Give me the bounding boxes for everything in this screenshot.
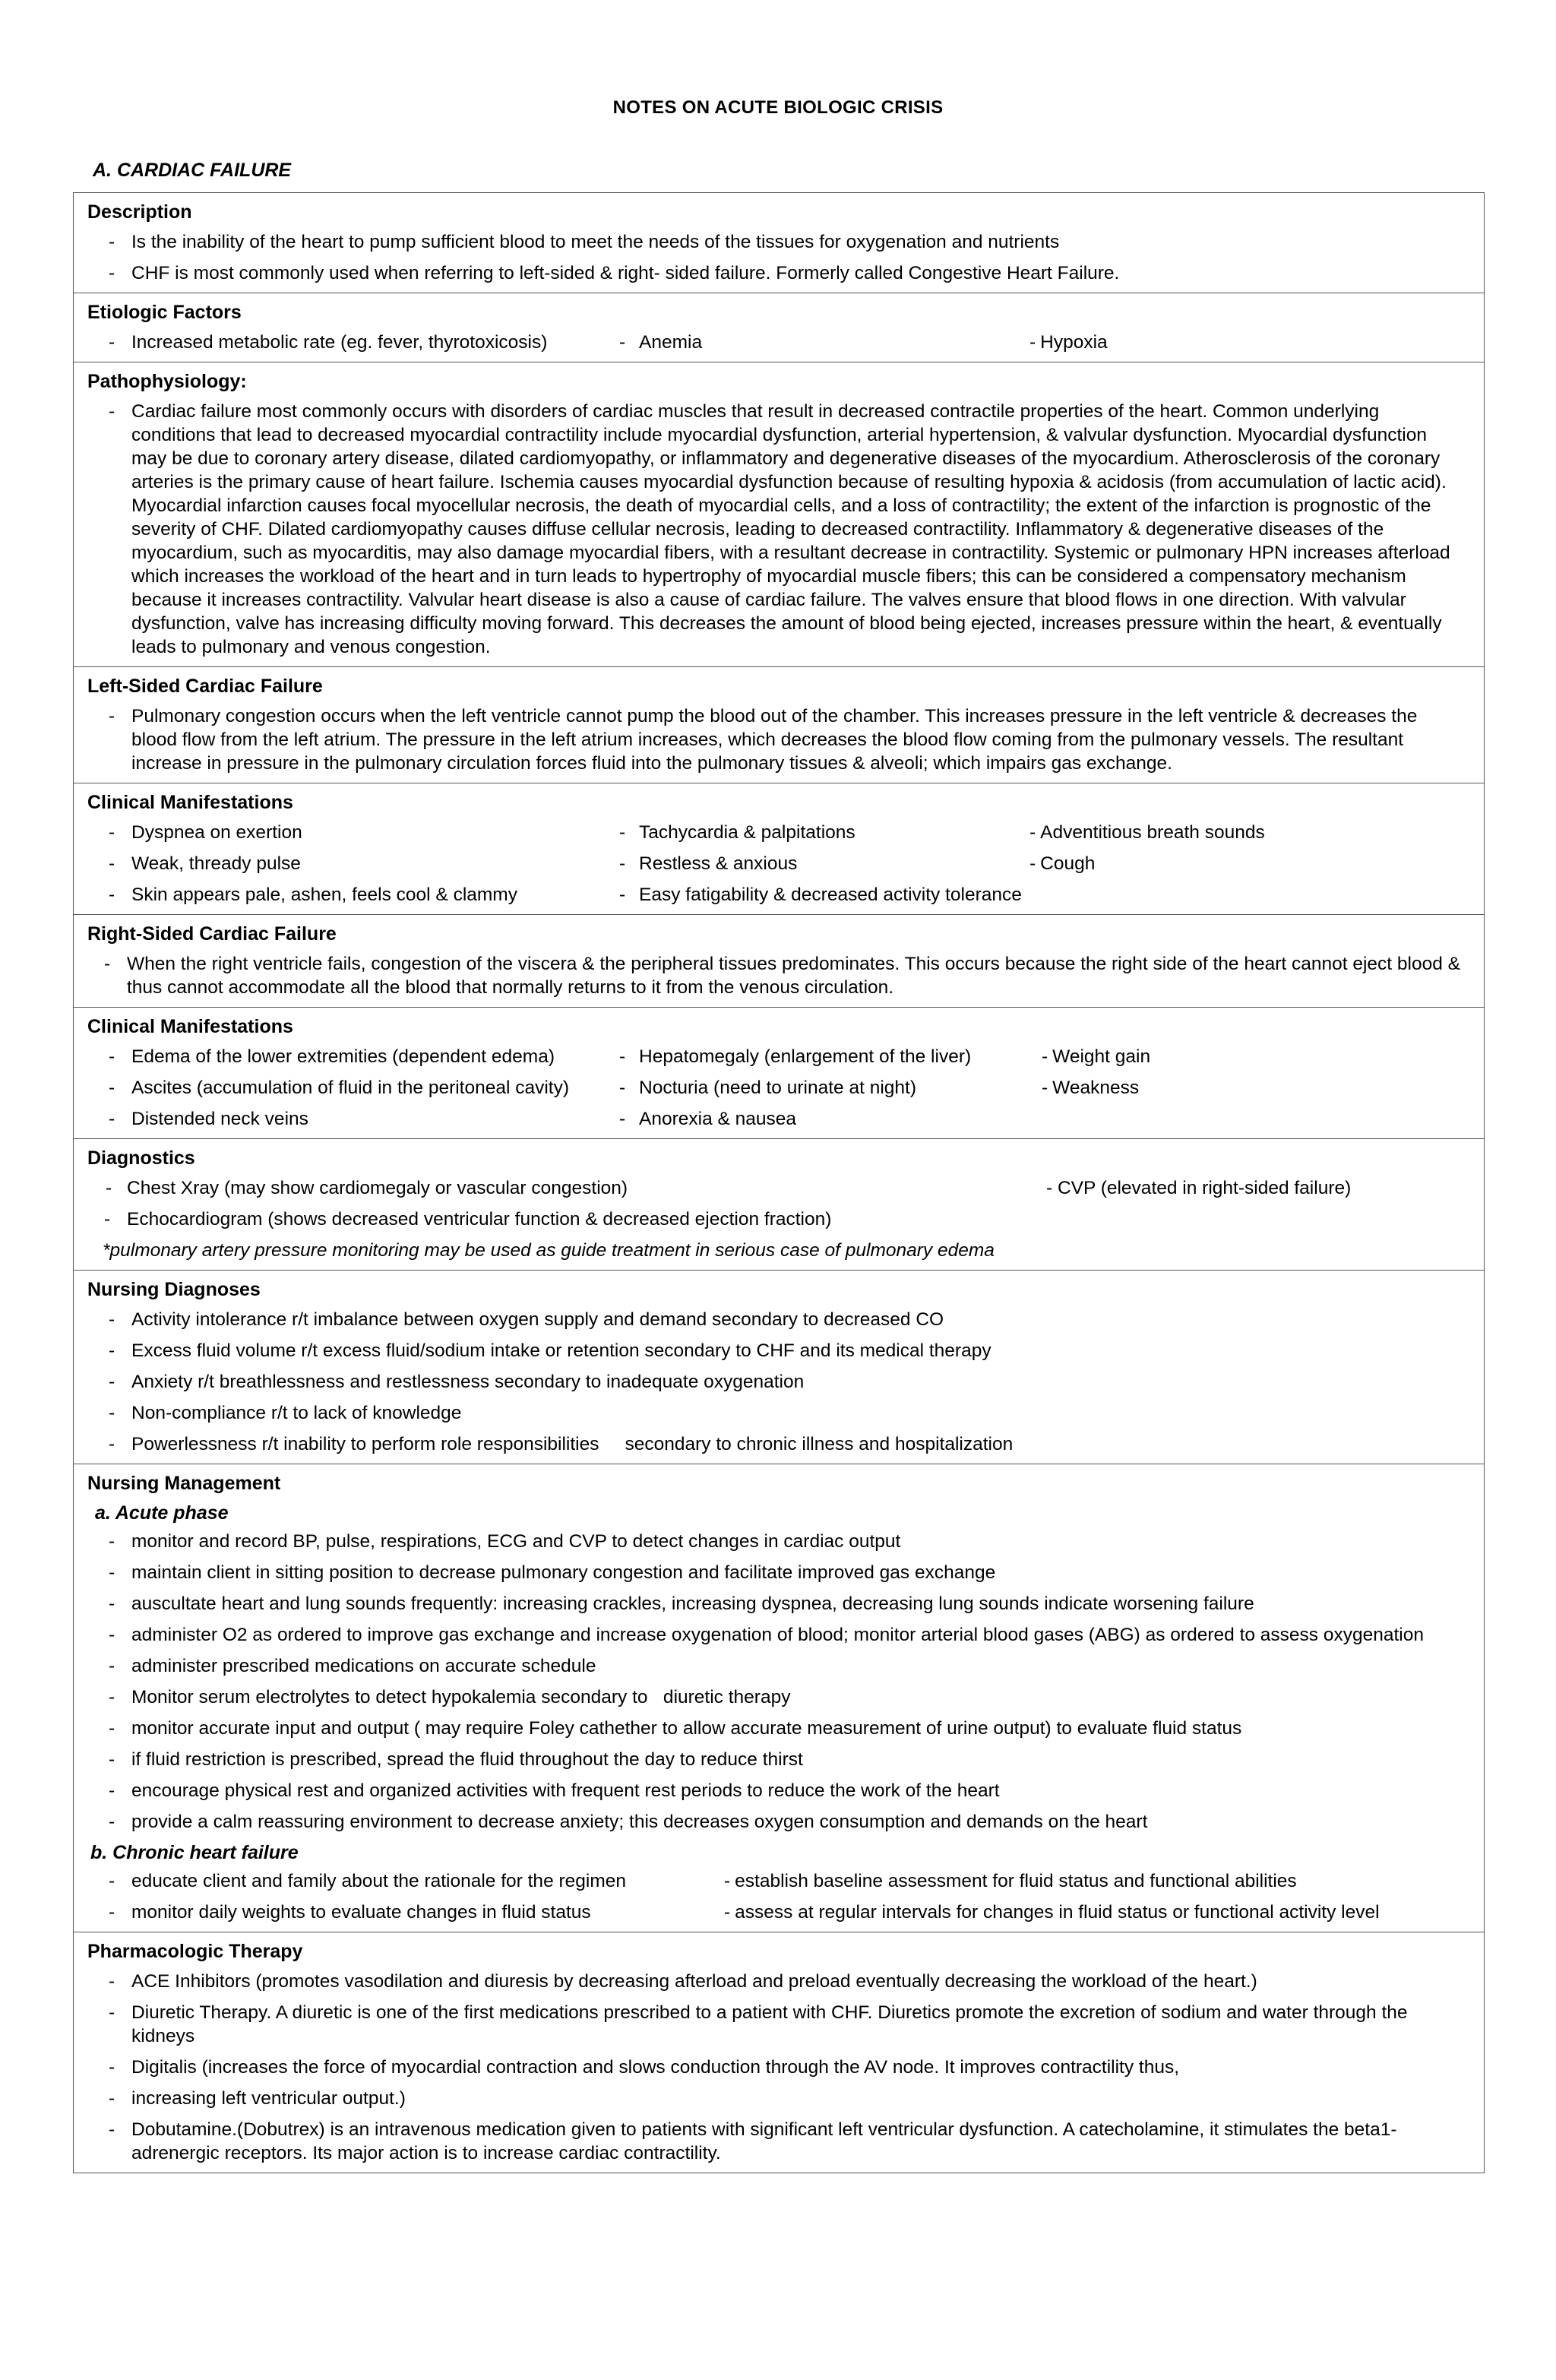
item-text: administer O2 as ordered to improve gas exchange and increase oxygenation of blood; monitor arterial blood gases (ABG) as ordered to assess oxygenation (131, 1625, 1424, 1645)
chronic-phase-title: b. Chronic heart failure (90, 1842, 299, 1863)
item-text: administer prescribed medications on accurate schedule (131, 1656, 596, 1676)
list-item: - Hypoxia (1029, 332, 1108, 353)
list-item: - Weakness (1042, 1078, 1140, 1098)
item-text: Digitalis (increases the force of myocardial contraction and slows conduction through the AV node. It improves contractility thus, (131, 2057, 1180, 2078)
etiologic-row (74, 293, 1485, 362)
item-text: if fluid restriction is prescribed, spread the fluid throughout the day to reduce thirst (131, 1749, 803, 1770)
list-item-right: - CVP (elevated in right-sided failure) (1046, 1178, 1352, 1198)
etiologic-heading: Etiologic Factors (87, 302, 242, 323)
item-text: Activity intolerance r/t imbalance between oxygen supply and demand secondary to decreased CO (131, 1309, 944, 1330)
clinical-right-grid (87, 1045, 1472, 1131)
nursing-management-heading: Nursing Management (87, 1473, 281, 1494)
list-item: - monitor accurate input and output ( may require Foley cathether to allow accurate measurement of urine output) to evaluate fluid status (109, 1718, 1242, 1739)
list-item: - Ascites (accumulation of fluid in the peritoneal cavity) (109, 1078, 570, 1098)
item-text: maintain client in sitting position to decrease pulmonary congestion and facilitate improved gas exchange (131, 1562, 996, 1583)
paragraph: - Pulmonary congestion occurs when the left ventricle cannot pump the blood out of the chamber. This increases pressure in the left ventricle & decreases the blood flow from the left atrium. The pressure in the left atrium increases, which decreases the blood flow coming from the pulmonary vessels. The resultant increase in pressure in the pulmonary circulation forces fluid into the pulmonary tissues & alveoli; which impairs gas exchange. (87, 704, 1472, 775)
item-text: provide a calm reassuring environment to decrease anxiety; this decreases oxygen consumption and demands on the heart (131, 1812, 1148, 1832)
item-text: CHF is most commonly used when referring to left-sided & right- sided failure. Formerly called Congestive Heart Failure. (131, 263, 1120, 283)
list-item: - Nocturia (need to urinate at night) (619, 1078, 916, 1098)
description-row (74, 193, 1485, 293)
list-item: - Edema of the lower extremities (dependent edema) (109, 1046, 555, 1067)
document-title: NOTES ON ACUTE BIOLOGIC CRISIS (612, 97, 944, 118)
list-item: - Echocardiogram (shows decreased ventricular function & decreased ejection fraction) (104, 1209, 832, 1230)
item-text: Nocturia (need to urinate at night) (639, 1078, 916, 1098)
list-item: - Skin appears pale, ashen, feels cool & clammy (109, 885, 517, 905)
list-item: - Weight gain (1042, 1046, 1151, 1067)
pharmacologic-heading: Pharmacologic Therapy (87, 1941, 303, 1962)
item-text: Echocardiogram (shows decreased ventricular function & decreased ejection fraction) (127, 1209, 832, 1230)
list-item: - assess at regular intervals for changes in fluid status or functional activity level (724, 1902, 1380, 1923)
item-text: Increased metabolic rate (eg. fever, thyrotoxicosis) (131, 332, 548, 353)
pathophysiology-heading: Pathophysiology: (87, 371, 247, 392)
item-text: monitor accurate input and output ( may require Foley cathether to allow accurate measurement of urine output) to evaluate fluid status (131, 1718, 1242, 1739)
item-text: Monitor serum electrolytes to detect hypokalemia secondary to diuretic therapy (131, 1687, 791, 1707)
right-sided-heading: Right-Sided Cardiac Failure (87, 923, 337, 945)
nursing-diagnoses-row (74, 1271, 1485, 1464)
list-item: - monitor daily weights to evaluate changes in fluid status (109, 1902, 591, 1923)
item-text: Cough (1040, 853, 1096, 874)
item-text: Weak, thready pulse (131, 853, 301, 874)
left-sided-row (74, 667, 1485, 783)
item-text: increasing left ventricular output.) (131, 2088, 406, 2109)
list-item: - if fluid restriction is prescribed, spread the fluid throughout the day to reduce thirst (109, 1749, 803, 1770)
item-text: auscultate heart and lung sounds frequently: increasing crackles, increasing dyspnea, decreasing lung sounds indicate worsening failure (131, 1594, 1254, 1614)
diagnostics-note: *pulmonary artery pressure monitoring may be used as guide treatment in serious case of pulmonary edema (103, 1240, 995, 1261)
list-item: - administer prescribed medications on accurate schedule (109, 1656, 596, 1676)
clinical-left-grid (87, 821, 1472, 907)
list-item: - Restless & anxious (619, 853, 798, 874)
paragraph-text: Pulmonary congestion occurs when the left ventricle cannot pump the blood out of the chamber. This increases pressure in the left ventricle & decreases the blood flow from the left atrium. The pressure in the left atrium increases, which decreases the blood flow coming from the pulmonary vessels. The resultant increase in pressure in the pulmonary circulation forces fluid into the pulmonary tissues & alveoli; which impairs gas exchange. (131, 706, 1418, 774)
list-item: - Weak, thready pulse (109, 853, 301, 874)
list-item: - Distended neck veins (109, 1109, 308, 1129)
section-heading: A. CARDIAC FAILURE (93, 160, 292, 181)
clinical-left-heading: Clinical Manifestations (87, 792, 293, 813)
etiologic-grid (87, 331, 1472, 354)
item-text: Dobutamine.(Dobutrex) is an intravenous medication given to patients with significant left ventricular dysfunction. A catecholamine, it stimulates the beta1-adrenergic receptors. Its major action is to increase cardiac contractility. (131, 2119, 1397, 2163)
acute-phase-title: a. Acute phase (95, 1502, 229, 1524)
item-text: Restless & anxious (639, 853, 798, 874)
list-item: - Chest Xray (may show cardiomegaly or vascular congestion) - CVP (elevated in right-sided failure) (87, 1176, 1472, 1200)
clinical-left-row (74, 783, 1485, 915)
item-text: Easy fatigability & decreased activity tolerance (639, 885, 1022, 905)
paragraph: - When the right ventricle fails, congestion of the viscera & the peripheral tissues predominates. This occurs because the right side of the heart cannot eject blood & thus cannot accommodate all the blood that normally returns to it from the venous circulation. (87, 952, 1472, 999)
list-item: - Anorexia & nausea (619, 1109, 797, 1129)
list-item: - administer O2 as ordered to improve gas exchange and increase oxygenation of blood; monitor arterial blood gases (ABG) as ordered to assess oxygenation (109, 1625, 1424, 1645)
item-text: Anorexia & nausea (639, 1109, 797, 1129)
item-text: Hepatomegaly (enlargement of the liver) (639, 1046, 972, 1067)
list-item: - Dyspnea on exertion (109, 822, 302, 843)
item-text: Tachycardia & palpitations (639, 822, 855, 843)
item-text: Is the inability of the heart to pump sufficient blood to meet the needs of the tissues for oxygenation and nutrients (131, 232, 1060, 252)
item-text: Ascites (accumulation of fluid in the peritoneal cavity) (131, 1078, 570, 1098)
list-item: - Anxiety r/t breathlessness and restlessness secondary to inadequate oxygenation (109, 1372, 805, 1392)
list-item: - establish baseline assessment for fluid status and functional abilities (724, 1871, 1297, 1891)
list-item: - encourage physical rest and organized activities with frequent rest periods to reduce the work of the heart (109, 1780, 1000, 1801)
paragraph-text: Cardiac failure most commonly occurs with disorders of cardiac muscles that result in decreased contractile properties of the heart. Common underlying conditions that lead to decreased myocardial contractility include myocardial dysfunction, arterial hypertension, & valvular dysfunction. Myocardial dysfunction may be due to coronary artery disease, dilated cardiomyopathy, or inflammatory and degenerative diseases of the myocardium. Atherosclerosis of the coronary arteries is the primary cause of heart failure. Ischemia causes myocardial dysfunction because of resulting hypoxia & acidosis (from accumulation of lactic acid). Myocardial infarction causes focal myocellular necrosis, the death of myocardial cells, and a loss of contractility; the extent of the infarction is prognostic of the severity of CHF. Dilated cardiomyopathy causes diffuse cellular necrosis, leading to decreased contractility. Inflammatory & degenerative diseases of the myocardium, such as myocarditis, may also damage myocardial fibers, with a resultant decrease in contractility. Systemic or pulmonary HPN increases afterload which increases the workload of the heart and in turn leads to hypertrophy of myocardial muscle fibers; this can be considered a compensatory mechanism because it increases contractility. Valvular heart disease is also a cause of cardiac failure. The valves ensure that blood flows in one direction. With valvular dysfunction, valve has increasing difficulty moving forward. This decreases the amount of blood being ejected, increases pressure within the heart, & eventually leads to pulmonary and venous congestion. (131, 401, 1450, 657)
item-text: Dyspnea on exertion (131, 822, 302, 843)
list-item: - Easy fatigability & decreased activity tolerance (619, 885, 1022, 905)
clinical-right-heading: Clinical Manifestations (87, 1016, 293, 1037)
notes-table (73, 192, 1485, 2173)
list-item: - Diuretic Therapy. A diuretic is one of the first medications prescribed to a patient with CHF. Diuretics promote the excretion of sodium and water through the kidneys (109, 2002, 1408, 2046)
list-item: - Monitor serum electrolytes to detect hypokalemia secondary to diuretic therapy (109, 1687, 791, 1707)
list-item: - provide a calm reassuring environment to decrease anxiety; this decreases oxygen consumption and demands on the heart (109, 1812, 1148, 1832)
list-item: - increasing left ventricular output.) (109, 2088, 406, 2109)
item-text: Excess fluid volume r/t excess fluid/sodium intake or retention secondary to CHF and its medical therapy (131, 1340, 991, 1361)
list-item: - Anemia (619, 332, 703, 353)
item-text: educate client and family about the rationale for the regimen (131, 1871, 627, 1891)
left-sided-heading: Left-Sided Cardiac Failure (87, 676, 323, 697)
list-item: - Activity intolerance r/t imbalance between oxygen supply and demand secondary to decreased CO (109, 1309, 944, 1330)
list-item: - Tachycardia & palpitations (619, 822, 855, 843)
item-text: monitor and record BP, pulse, respirations, ECG and CVP to detect changes in cardiac output (131, 1531, 901, 1552)
item-text: Hypoxia (1040, 332, 1108, 353)
item-text: monitor daily weights to evaluate changes in fluid status (131, 1902, 591, 1923)
item-text: assess at regular intervals for changes in fluid status or functional activity level (735, 1902, 1380, 1923)
item-text: CVP (elevated in right-sided failure) (1057, 1178, 1352, 1198)
description-heading: Description (87, 201, 192, 223)
list-item: - Hepatomegaly (enlargement of the liver) (619, 1046, 972, 1067)
list-item: - auscultate heart and lung sounds frequently: increasing crackles, increasing dyspnea, decreasing lung sounds indicate worsening failure (109, 1594, 1254, 1614)
list-item: - Non-compliance r/t to lack of knowledge (109, 1403, 462, 1423)
pharmacologic-row (74, 1932, 1485, 2173)
item-text: Powerlessness r/t inability to perform role responsibilities secondary to chronic illness and hospitalization (131, 1434, 1014, 1454)
item-text: Anxiety r/t breathlessness and restlessness secondary to inadequate oxygenation (131, 1372, 805, 1392)
list-item: - Powerlessness r/t inability to perform role responsibilities secondary to chronic illness and hospitalization (109, 1434, 1014, 1454)
item-text: encourage physical rest and organized activities with frequent rest periods to reduce the work of the heart (131, 1780, 1000, 1801)
list-item: - Excess fluid volume r/t excess fluid/sodium intake or retention secondary to CHF and its medical therapy (109, 1340, 991, 1361)
paragraph: - Cardiac failure most commonly occurs with disorders of cardiac muscles that result in decreased contractile properties of the heart. Common underlying conditions that lead to decreased myocardial contractility include myocardial dysfunction, arterial hypertension, & valvular dysfunction. Myocardial dysfunction may be due to coronary artery disease, dilated cardiomyopathy, or inflammatory and degenerative diseases of the myocardium. Atherosclerosis of the coronary arteries is the primary cause of heart failure. Ischemia causes myocardial dysfunction because of resulting hypoxia & acidosis (from accumulation of lactic acid). Myocardial infarction causes focal myocellular necrosis, the death of myocardial cells, and a loss of contractility; the extent of the infarction is prognostic of the severity of CHF. Dilated cardiomyopathy causes diffuse cellular necrosis, leading to decreased contractility. Inflammatory & degenerative diseases of the myocardium, such as myocarditis, may also damage myocardial fibers, with a resultant decrease in contractility. Systemic or pulmonary HPN increases afterload which increases the workload of the heart and in turn leads to hypertrophy of myocardial muscle fibers; this can be considered a compensatory mechanism because it increases contractility. Valvular heart disease is also a cause of cardiac failure. The valves ensure that blood flows in one direction. With valvular dysfunction, valve has increasing difficulty moving forward. This decreases the amount of blood being ejected, increases pressure within the heart, & eventually leads to pulmonary and venous congestion. (87, 400, 1472, 659)
list-item: - CHF is most commonly used when referring to left-sided & right- sided failure. Formerly called Congestive Heart Failure. (109, 263, 1120, 283)
list-item: - Adventitious breath sounds (1029, 822, 1265, 843)
list-item: - Dobutamine.(Dobutrex) is an intravenous medication given to patients with significant left ventricular dysfunction. A catecholamine, it stimulates the beta1-adrenergic receptors. Its major action is to increase cardiac contractility. (109, 2119, 1397, 2163)
item-text: Diuretic Therapy. A diuretic is one of the first medications prescribed to a patient with CHF. Diuretics promote the excretion of sodium and water through the kidneys (131, 2002, 1408, 2046)
item-text: Weakness (1052, 1078, 1140, 1098)
right-sided-row (74, 915, 1485, 1008)
nursing-diagnoses-heading: Nursing Diagnoses (87, 1279, 261, 1300)
clinical-right-row (74, 1008, 1485, 1139)
diagnostics-row (74, 1139, 1485, 1271)
item-text: Skin appears pale, ashen, feels cool & clammy (131, 885, 517, 905)
item-text: Weight gain (1052, 1046, 1151, 1067)
item-text: Edema of the lower extremities (dependent edema) (131, 1046, 555, 1067)
pathophysiology-row (74, 362, 1485, 667)
list-item: - Cough (1029, 853, 1096, 874)
item-text: Adventitious breath sounds (1040, 822, 1265, 843)
item-text: Chest Xray (may show cardiomegaly or vascular congestion) (127, 1178, 628, 1198)
list-item: - maintain client in sitting position to decrease pulmonary congestion and facilitate improved gas exchange (109, 1562, 996, 1583)
item-text: establish baseline assessment for fluid status and functional abilities (735, 1871, 1297, 1891)
item-text: Non-compliance r/t to lack of knowledge (131, 1403, 462, 1423)
nursing-management-row (74, 1464, 1485, 1932)
chronic-grid (87, 1869, 1472, 1924)
item-text: ACE Inhibitors (promotes vasodilation and diuresis by decreasing afterload and preload eventually decreasing the workload of the heart.) (131, 1971, 1257, 1992)
list-item: - ACE Inhibitors (promotes vasodilation and diuresis by decreasing afterload and preload eventually decreasing the workload of the heart.) (109, 1971, 1257, 1992)
list-item: - Is the inability of the heart to pump sufficient blood to meet the needs of the tissues for oxygenation and nutrients (109, 232, 1060, 252)
list-item: - monitor and record BP, pulse, respirations, ECG and CVP to detect changes in cardiac output (109, 1531, 901, 1552)
diagnostics-heading: Diagnostics (87, 1147, 195, 1169)
list-item: - Increased metabolic rate (eg. fever, thyrotoxicosis) (109, 332, 548, 353)
list-item: - educate client and family about the rationale for the regimen (109, 1871, 627, 1891)
paragraph-text: When the right ventricle fails, congestion of the viscera & the peripheral tissues predominates. This occurs because the right side of the heart cannot eject blood & thus cannot accommodate all the blood that normally returns to it from the venous circulation. (127, 954, 1460, 998)
item-text: Distended neck veins (131, 1109, 308, 1129)
item-text: Anemia (639, 332, 703, 353)
list-item: - Digitalis (increases the force of myocardial contraction and slows conduction through the AV node. It improves contractility thus, (109, 2057, 1180, 2078)
